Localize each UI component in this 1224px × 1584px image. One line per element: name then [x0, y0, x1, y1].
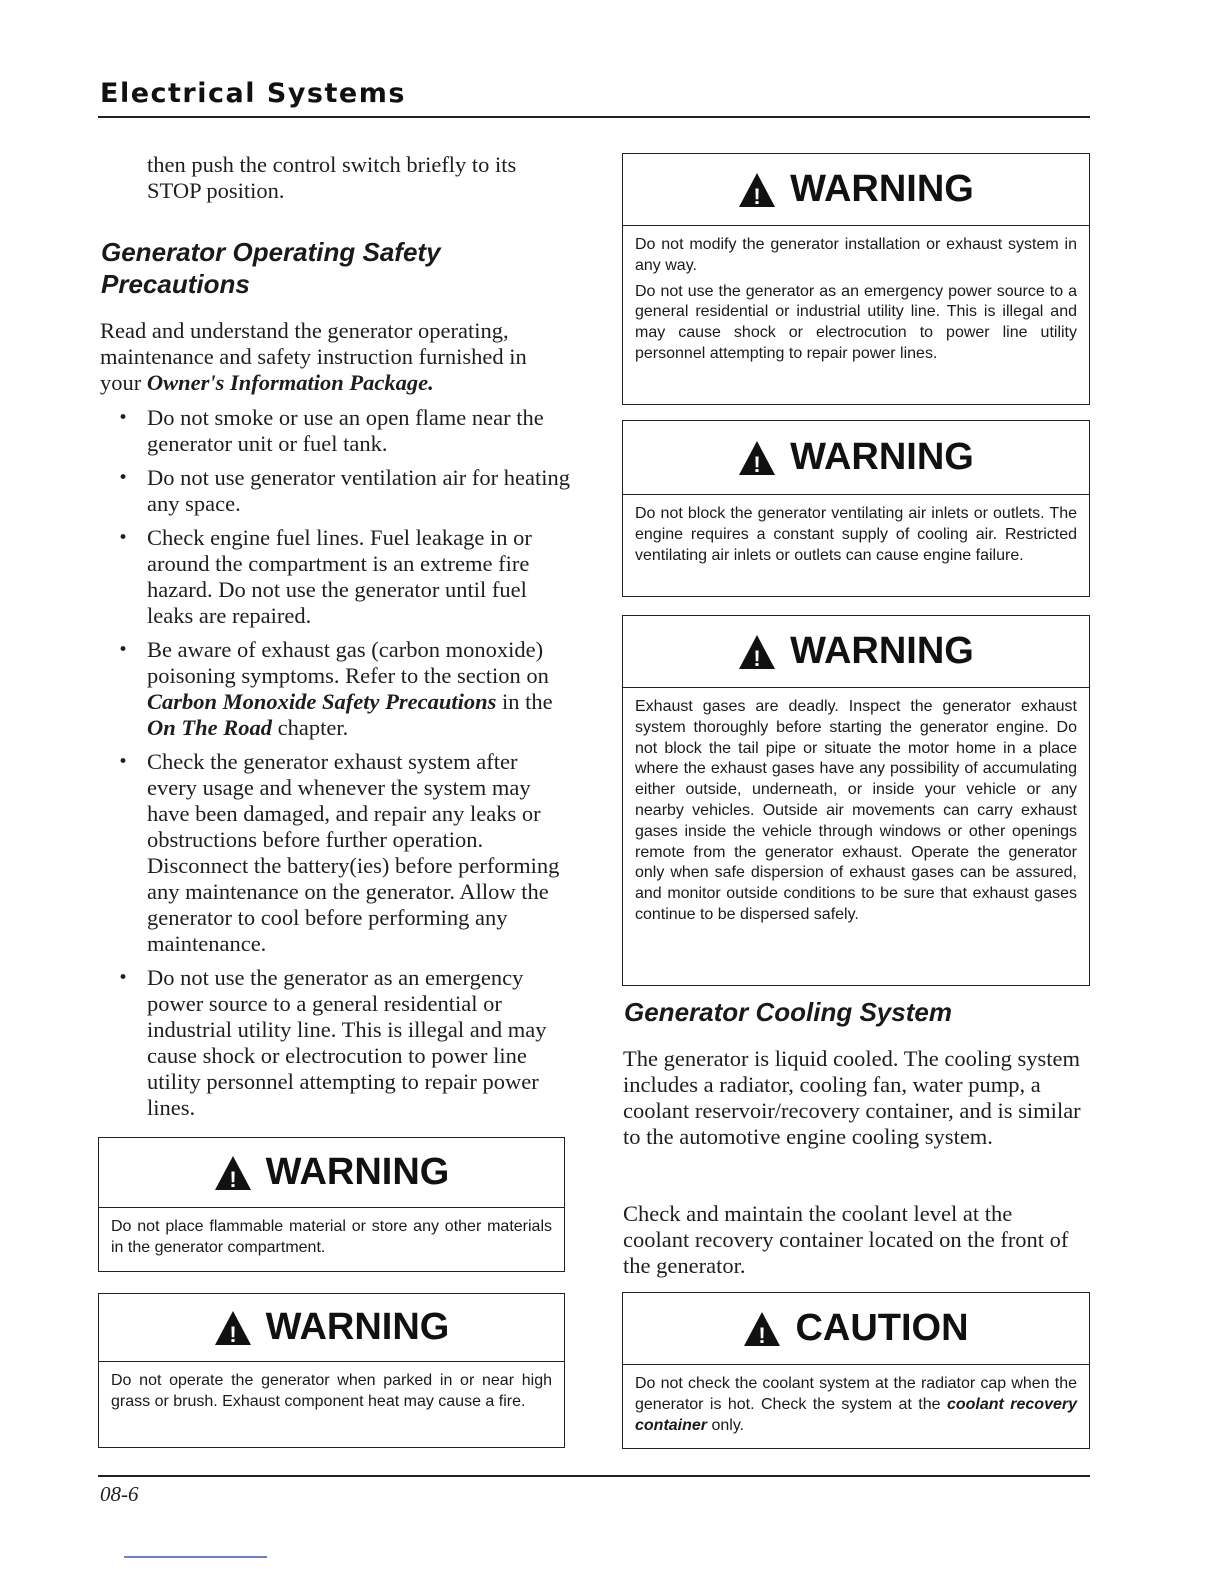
safety-intro-text: Read and understand the generator operating, maintenance and safety instruction furnished in your — [100, 318, 527, 395]
warning-text: Exhaust gases are deadly. Inspect the generator exhaust system thoroughly before starting the generator engine. Do not block the tail pipe or situate the motor home in a place where the exhaust gases have any possibility of accumulating either outside, underneath, or inside your vehicle or any nearby vehicles. Outside air movements can carry exhaust gases inside the vehicle through windows or other openings remote from the generator exhaust. Operate the generator only when safe dispersion of exhaust gases can be assured, and monitor outside conditions to be sure that exhaust gases continue to be dispersed safely. — [635, 698, 1077, 923]
cooling-paragraph-2: Check and maintain the coolant level at the coolant recovery container located on the front of the generator. — [623, 1201, 1069, 1278]
warning-label: WARNING — [790, 630, 974, 672]
bullet-emphasis: On The Road — [147, 715, 273, 740]
bullet-emphasis: Carbon Monoxide Safety Precautions — [147, 689, 497, 714]
section-heading-safety: Generator Operating Safety Precautions — [101, 237, 441, 299]
caution-emphasis: coolant recovery container — [635, 1395, 1077, 1434]
section-heading-cooling: Generator Cooling System — [624, 997, 952, 1027]
header-rule — [98, 116, 1090, 118]
intro-text: then push the control switch briefly to its STOP position. — [147, 152, 517, 203]
warning-header — [99, 1138, 564, 1208]
svg-text:!: ! — [758, 1322, 767, 1347]
bullet-text: chapter. — [272, 715, 349, 740]
caution-header — [623, 1293, 1089, 1365]
warning-box-grass — [98, 1293, 565, 1448]
svg-text:!: ! — [229, 1321, 237, 1346]
warning-text: Do not operate the generator when parked in or near high grass or brush. Exhaust component heat may cause a fire. — [111, 1372, 552, 1410]
bullet-item: • Check the generator exhaust system after every usage and whenever the system may have been damaged, and repair any leaks or obstructions before further operation. Disconnect the battery(ies) before performing any maintenance on the generator. Allow the generator to cool before performing any maintenance. — [118, 749, 570, 957]
caution-body — [623, 1365, 1089, 1444]
svg-text:!: ! — [753, 451, 761, 476]
warning-triangle-icon — [214, 1310, 252, 1346]
svg-text:!: ! — [229, 1166, 237, 1191]
warning-header — [623, 421, 1089, 495]
caution-label: CAUTION — [795, 1307, 969, 1349]
owners-package-emphasis: Owner's Information Package. — [146, 370, 434, 395]
bullet-item: • Do not use generator ventilation air for heating any space. — [118, 465, 570, 517]
bullet-text: in the — [496, 689, 553, 714]
warning-box-flammable — [98, 1137, 565, 1272]
svg-text:!: ! — [753, 645, 761, 670]
warning-triangle-icon — [738, 634, 776, 670]
caution-text: only. — [707, 1416, 745, 1434]
warning-triangle-icon — [214, 1155, 252, 1191]
caution-text: Do not check the coolant system at the radiator cap when the generator is hot. Check the system at the — [635, 1375, 1077, 1413]
link-underline — [124, 1556, 267, 1558]
warning-header — [623, 616, 1089, 688]
warning-text: Do not modify the generator installation or exhaust system in any way. — [635, 236, 1077, 274]
warning-box-exhaust — [622, 615, 1090, 986]
bullet-item — [118, 637, 570, 741]
footer-rule — [98, 1475, 1090, 1477]
bullet-item: • Do not smoke or use an open flame near the generator unit or fuel tank. — [118, 405, 570, 457]
warning-label: WARNING — [790, 168, 974, 210]
page-number: 08-6 — [100, 1482, 139, 1506]
page-header-title: Electrical Systems — [100, 78, 406, 109]
warning-text: Do not block the generator ventilating air inlets or outlets. The engine requires a constant supply of cooling air. Restricted ventilating air inlets or outlets can cause engine failure. — [635, 505, 1077, 564]
svg-text:!: ! — [753, 183, 761, 208]
warning-header — [623, 154, 1089, 226]
bullet-item: • Check engine fuel lines. Fuel leakage in or around the compartment is an extreme fire hazard. Do not use the generator until fuel leaks are repaired. — [118, 525, 570, 629]
warning-label: WARNING — [790, 436, 974, 478]
warning-box-ventilation — [622, 420, 1090, 597]
warning-triangle-icon — [738, 172, 776, 208]
safety-bullet-list — [118, 405, 570, 1129]
bullet-text: Be aware of exhaust gas (carbon monoxide) poisoning symptoms. Refer to the section on — [147, 637, 549, 688]
warning-triangle-icon — [738, 440, 776, 476]
warning-label: WARNING — [265, 1306, 450, 1348]
warning-text: Do not place flammable material or store any other materials in the generator compartment. — [111, 1218, 552, 1256]
cooling-paragraph-1: The generator is liquid cooled. The cooling system includes a radiator, cooling fan, water pump, a coolant reservoir/recovery container, and is similar to the automotive engine cooling system. — [623, 1046, 1081, 1149]
warning-box-modify — [622, 153, 1090, 405]
bullet-item: • Do not use the generator as an emergency power source to a general residential or industrial utility line. This is illegal and may cause shock or electrocution to power line utility personnel attempting to repair power lines. — [118, 965, 570, 1121]
warning-text: Do not use the generator as an emergency power source to a general residential or industrial utility line. This is illegal and may cause shock or electrocution to power line utility personnel attempting to repair power lines. — [635, 282, 1077, 362]
safety-intro-paragraph — [100, 318, 570, 396]
warning-label: WARNING — [265, 1151, 450, 1193]
warning-body — [623, 226, 1089, 373]
caution-box — [622, 1292, 1090, 1449]
caution-triangle-icon — [743, 1311, 781, 1347]
warning-header — [99, 1294, 564, 1362]
